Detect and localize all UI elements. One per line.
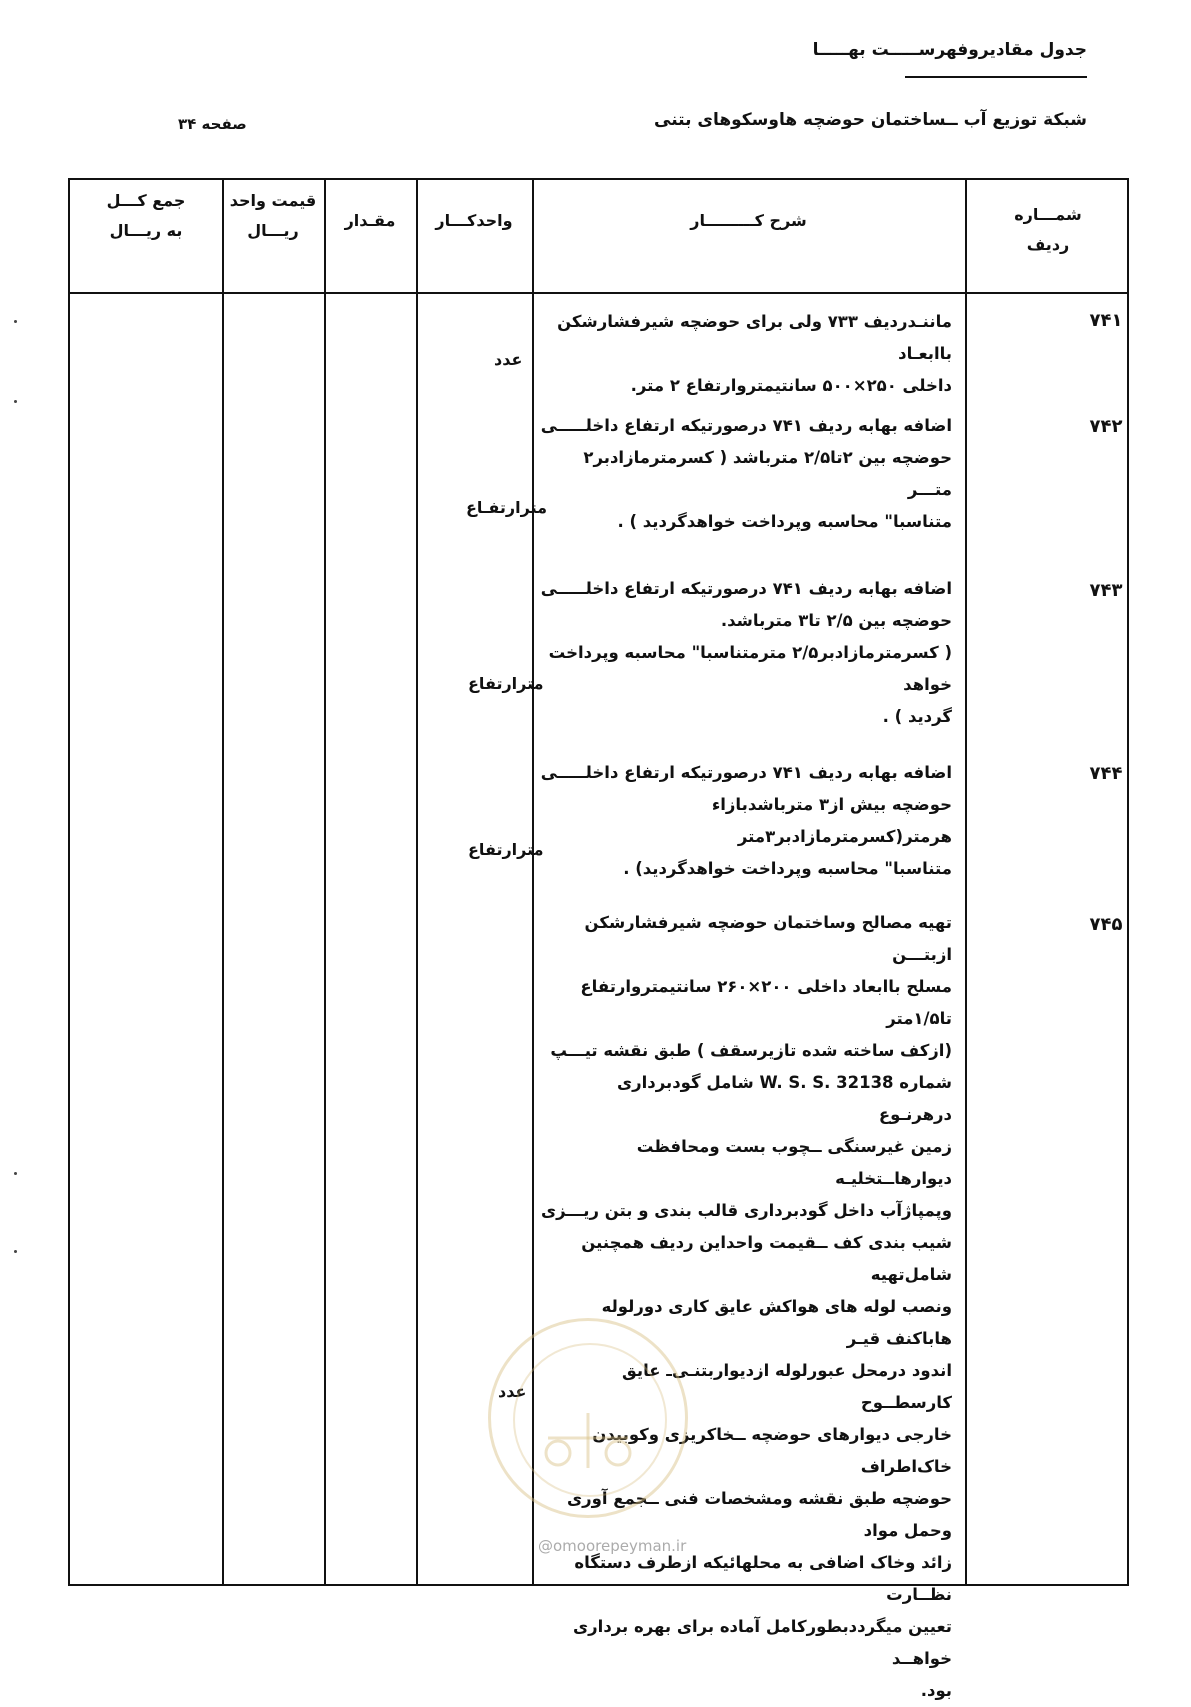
document-title: جدول مقادیروفهرســـــت بهـــــا — [812, 40, 1087, 60]
scales-icon — [488, 1318, 688, 1518]
row-unit: عدد — [498, 1382, 527, 1401]
header-divider — [70, 292, 1127, 294]
column-header-unit: واحدکـــار — [435, 211, 513, 230]
row-description: اضافه بهابه ردیف ۷۴۱ درصورتیکه ارتفاع داخلـــــی حوضچه بین ۲تا۲/۵ متر‌باشد ( کسرمترمازادبر۲ متـــر متناسبا" محاسبه وپرداخت خواهدگردید ) . — [540, 416, 952, 531]
row-description: تهیه مصالح وساختمان حوضچه شیرفشارشکن ازبتـــن مسلح باابعاد داخلی ۲۰۰×۲۶۰ سانتیمترو‌ارتفاع تا۱/۵متر (ازکف ساخته شده تازیرسقف ) طبق نقشه تیـــپ شماره W. S. S. 32138 شامل گودبرداری درهرنـوع زمین غیرسنگی ــچوب بست ومحافظت دیوارهاــتخلیـه وپمپاژآب داخل گودبرداری قالب بندی و بتن ریـــزی شیب بندی کف ــقیمت واحداین ردیف همچنین شامل‌تهیه ونصب لوله های هواکش عایق کاری دورلوله هاباکنف قیـر اندود درمحل عبورلوله ازدیواربتنـی‌ـ عایق کارسطــوح خارجی دیوارهای حوضچه ــخاکریزی وکوبیدن خاک‌اطراف حوضچه طبق نقشه ومشخصات فنی ــجمع آوری وحمل مواد زائد وخاک اضافی به محلهائیکه ازطرف دستگاه نظــارت تعیین میگرددبطورکامل آماده برای بهره برداری خواهــد بود. — [540, 913, 952, 1700]
row-number: ۷۴۱ — [1089, 310, 1123, 331]
column-header-description: شرح کـــــــــار — [690, 211, 807, 230]
row-unit: عدد — [494, 350, 523, 369]
row-unit: مترارتفاع — [468, 840, 544, 859]
row-unit: مترارتفـاع — [466, 498, 548, 517]
document-subtitle: شبکة توزیع آب ــساختمان حوضچه هاوسکوهای بتنی — [654, 110, 1087, 130]
scan-speck — [14, 1172, 17, 1175]
page-number: صفحه ۳۴ — [178, 115, 247, 133]
watermark-seal — [488, 1318, 688, 1518]
row-description: ماننـدردیف ۷۳۳ ولی برای حوضچه شیرفشارشکن باابعـاد داخلی ۲۵۰×۵۰۰ سانتیمترو‌ارتفاع ۲ متر. — [557, 312, 952, 395]
column-header-quantity: مقـدار — [344, 211, 396, 230]
watermark-url: @omoorepeyman.ir — [538, 1537, 687, 1555]
scan-speck — [14, 320, 17, 323]
row-description: اضافه بهابه ردیف ۷۴۱ درصورتیکه ارتفاع داخلـــــی حوضچه بیش از۳ متر‌باشدبازا‌ء هرمتر(کسرمترمازادبر۳متر متناسبا" محاسبه وپرداخت خواهدگردید) . — [540, 763, 952, 878]
column-divider — [416, 180, 418, 1584]
scan-speck — [14, 400, 17, 403]
column-header-unit-price: قیمت واحد ریـــال — [229, 191, 317, 240]
row-unit: مترارتفاع — [468, 674, 544, 693]
title-underline — [905, 76, 1087, 78]
row-description: اضافه بهابه ردیف ۷۴۱ درصورتیکه ارتفاع داخلـــــی حوضچه بین ۲/۵ تا۳ متر‌باشد. ( کسرمترمازادبر۲/۵ مترمتناسبا" محاسبه وپرداخت خواهد گردید ) . — [540, 579, 952, 726]
column-divider — [222, 180, 224, 1584]
column-header-row-number: شمـــاره ردیف — [1014, 205, 1082, 254]
column-divider — [965, 180, 967, 1584]
column-header-total: جمع کـــل به ریـــال — [106, 191, 186, 240]
row-number: ۷۴۲ — [1089, 416, 1123, 437]
row-number: ۷۴۵ — [1089, 914, 1123, 935]
scan-speck — [14, 1250, 17, 1253]
column-divider — [324, 180, 326, 1584]
row-number: ۷۴۳ — [1089, 580, 1123, 601]
row-number: ۷۴۴ — [1089, 763, 1123, 784]
